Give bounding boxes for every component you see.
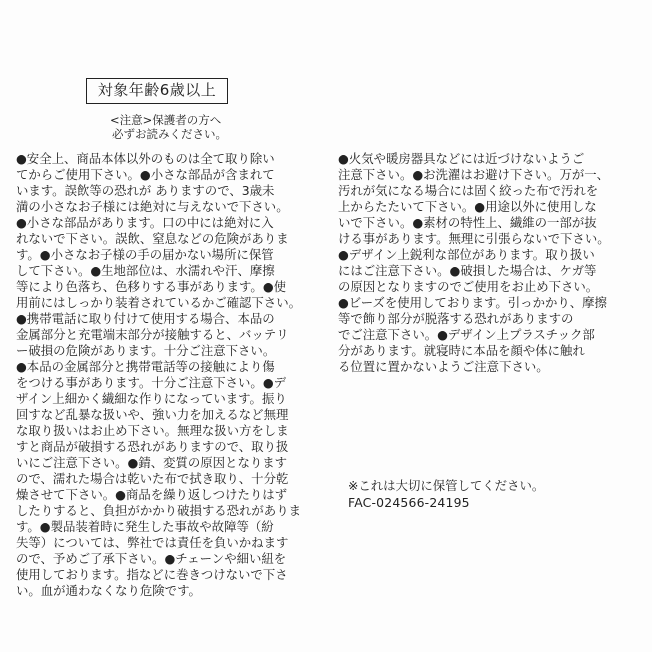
warning-text-line: ザイン上細かく繊細な作りになっています。振り <box>16 391 287 406</box>
warning-text-line: したりすると、負担がかかり破損する恐れがありま <box>16 503 301 518</box>
warning-text-line: い。血が通わなくなり危険です。 <box>16 583 201 598</box>
warning-text-line: てからご使用下さい。●小さな部品が含まれて <box>16 167 275 182</box>
warning-text-line: して下さい。●生地部位は、水濡れや汗、摩擦 <box>16 263 275 278</box>
warning-text-line: ので、予めご了承下さい。●チェーンや細い紐を <box>16 551 287 566</box>
warnings-right-column <box>338 151 638 375</box>
warning-text-line: 満の小さなお子様には絶対に与えないで下さい。 <box>16 199 289 214</box>
warning-text-line: ●火気や暖房器具などには近づけないようご <box>338 151 585 166</box>
notice-line-1: <注意>保護者の方へ <box>110 113 222 127</box>
product-code: FAC-024566-24195 <box>348 495 470 510</box>
warning-text-line: にはご注意下さい。●破損した場合は、ケガ等 <box>338 263 597 278</box>
warning-text-line: います。誤飲等の恐れが ありますので、3歳未 <box>16 183 275 198</box>
warning-text-line: いにご注意下さい。●錆、変質の原因となります <box>16 455 288 470</box>
warnings-left-column <box>16 151 324 599</box>
warning-text-line: ので、濡れた場合は乾いた布で拭き取り、十分乾 <box>16 471 289 486</box>
warning-text-line: いで下さい。●素材の特性上、繊維の一部が抜 <box>338 215 597 230</box>
warning-text-line: る位置に置かないようご注意下さい。 <box>338 359 549 374</box>
age-label-box: 対象年齢6歳以上 <box>86 78 228 104</box>
warning-text-line: な取り扱いはお止め下さい。無理な扱い方をしま <box>16 423 289 438</box>
warning-text-line: 失等）については、弊社では責任を負いかねます <box>16 535 289 550</box>
warning-text-line: 分があります。就寝時に本品を顔や体に触れ <box>338 343 585 358</box>
notice-heading <box>110 113 260 141</box>
warning-text-line: をつける事があります。十分ご注意下さい。●デ <box>16 375 287 390</box>
warning-text-line: れないで下さい。誤飲、窒息などの危険がありま <box>16 231 289 246</box>
warning-text-line: 汚れが気になる場合には固く絞った布で汚れを <box>338 183 599 198</box>
warning-text-line: 用前にはしっかり装着されているかご確認下さい。 <box>16 295 301 310</box>
warning-text-line: す。●製品装着時に発生した事故や故障等（紛 <box>16 519 274 534</box>
warning-text-line: 注意下さい。●お洗濯はお避け下さい。万が一、 <box>338 167 610 182</box>
warning-text-line: の原因となりますのでご使用をお止め下さい。 <box>338 279 599 294</box>
warning-text-line: ●本品の金属部分と携帯電話等の接触により傷 <box>16 359 275 374</box>
warning-text-line: 燥させて下さい。●商品を繰り返しつけたりはず <box>16 487 288 502</box>
warning-text-line: す。●小さなお子様の手の届かない場所に保管 <box>16 247 274 262</box>
warning-text-line: ●ビーズを使用しております。引っかかり、摩擦 <box>338 295 607 310</box>
warning-text-line: ー破損の危険があります。十分ご注意下さい。 <box>16 343 276 358</box>
warning-text-line: 上からたたいて下さい。●用途以外に使用しな <box>338 199 597 214</box>
keep-note: ※これは大切に保管してください。 <box>348 478 545 493</box>
warning-text-line: 回すなど乱暴な扱いや、強い力を加えるなど無理 <box>16 407 289 422</box>
warning-text-line: ●小さな部品があります。口の中には絶対に入 <box>16 215 274 230</box>
footer-block <box>348 477 544 511</box>
warning-text-line: 金属部分と充電端末部分が接触すると、バッテリ <box>16 327 289 342</box>
warning-text-line: 等により色落ち、色移りする事があります。●使 <box>16 279 287 294</box>
warning-text-line: すと商品が破損する恐れがありますので、取り扱 <box>16 439 289 454</box>
warning-text-line: ●デザイン上鋭利な部位があります。取り扱い <box>338 247 595 262</box>
warning-text-line: ●安全上、商品本体以外のものは全て取り除い <box>16 151 275 166</box>
notice-line-2: 必ずお読みください。 <box>112 127 227 141</box>
warning-text-line: ける事があります。無理に引張らないで下さい。 <box>338 231 610 246</box>
warning-text-line: 等で飾り部分が脱落する恐れがありますの <box>338 311 574 326</box>
warning-text-line: でご注意下さい。●デザイン上プラスチック部 <box>338 327 595 342</box>
warning-text-line: ●携帯電話に取り付けて使用する場合、本品の <box>16 311 275 326</box>
warning-text-line: 使用しております。指などに巻きつけないで下さ <box>16 567 288 582</box>
